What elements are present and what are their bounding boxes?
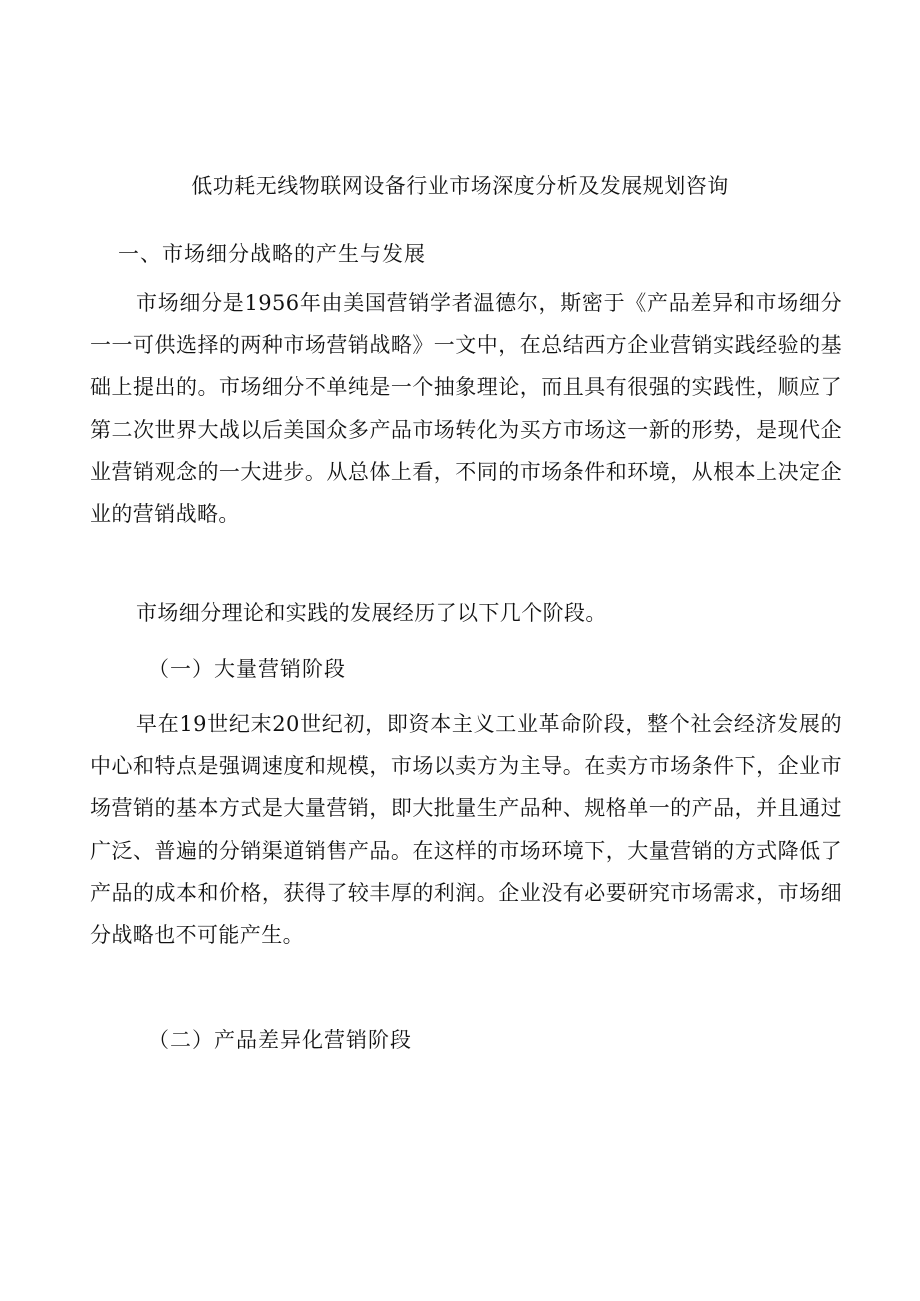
document-title: 低功耗无线物联网设备行业市场深度分析及发展规划咨询 — [191, 174, 729, 198]
section-heading-market-segmentation: 一、市场细分战略的产生与发展 — [118, 242, 426, 266]
subsection-heading-product-differentiation: （二）产品差异化营销阶段 — [148, 1028, 412, 1052]
paragraph-mass-marketing: 早在19世纪末20世纪初，即资本主义工业革命阶段，整个社会经济发展的中心和特点是强调速度和规模，市场以卖方为主导。在卖方市场条件下，企业市场营销的基本方式是大量营销，即大批量生产品种、规格单一的产品，并且通过广泛、普遍的分销渠道销售产品。在这样的市场环境下，大量营销的方式降低了产品的成本和价格，获得了较丰厚的利润。企业没有必要研究市场需求，市场细分战略也不可能产生。 — [90, 712, 842, 948]
subsection-heading-mass-marketing: （一）大量营销阶段 — [148, 657, 346, 681]
paragraph-development-stages: 市场细分理论和实践的发展经历了以下几个阶段。 — [136, 601, 607, 625]
paragraph-segmentation-origin: 市场细分是1956年由美国营销学者温德尔，斯密于《产品差异和市场细分一一可供选择的两种市场营销战略》一文中，在总结西方企业营销实践经验的基础上提出的。市场细分不单纯是一个抽象理论，而且具有很强的实践性，顺应了第二次世界大战以后美国众多产品市场转化为买方市场这一新的形势，是现代企业营销观念的一大进步。从总体上看，不同的市场条件和环境，从根本上决定企业的营销战略。 — [90, 291, 842, 527]
